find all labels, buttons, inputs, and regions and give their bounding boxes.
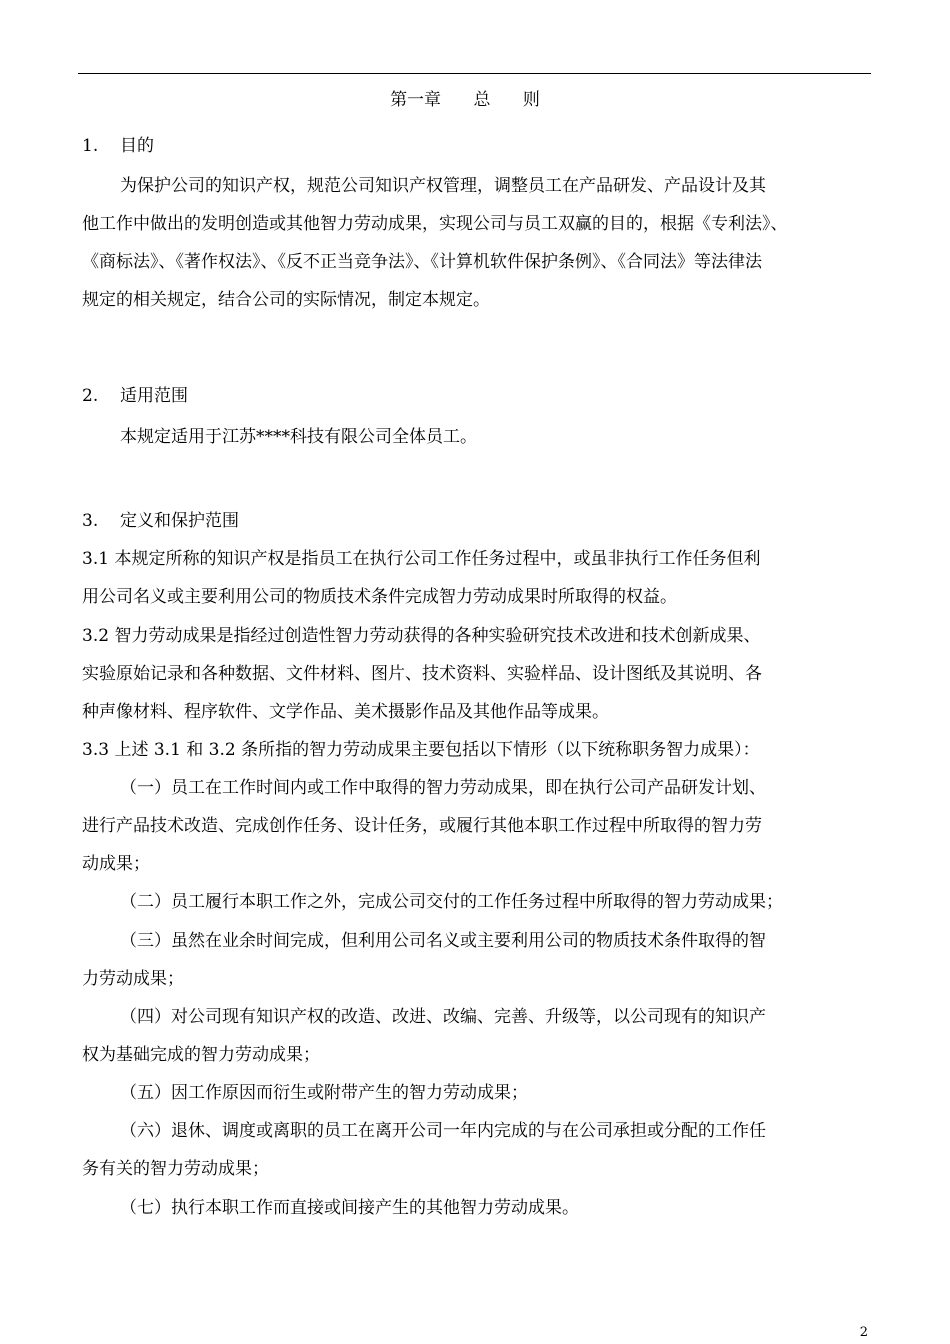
section-3-line: 动成果； xyxy=(82,854,150,874)
section-1-line: 规定的相关规定，结合公司的实际情况，制定本规定。 xyxy=(82,290,490,310)
section-3-line: 务有关的智力劳动成果； xyxy=(82,1159,269,1179)
section-3-heading xyxy=(82,509,239,533)
section-2-title: 适用范围 xyxy=(120,386,188,406)
section-3-line: （三）虽然在业余时间完成，但利用公司名义或主要利用公司的物质技术条件取得的智 xyxy=(120,931,766,951)
section-1-title: 目的 xyxy=(120,136,154,156)
section-1-line: 他工作中做出的发明创造或其他智力劳动成果，实现公司与员工双赢的目的，根据《专利法》、 xyxy=(82,214,788,234)
section-1-line: 《商标法》、《著作权法》、《反不正当竞争法》、《计算机软件保护条例》、《合同法》等法律法 xyxy=(82,252,762,272)
section-3-line: 3.2 智力劳动成果是指经过创造性智力劳动获得的各种实验研究技术改进和技术创新成果、 xyxy=(82,626,761,646)
section-1-heading xyxy=(82,134,154,158)
section-3-line: （五）因工作原因而衍生或附带产生的智力劳动成果； xyxy=(120,1083,528,1103)
section-3-line: 种声像材料、程序软件、文学作品、美术摄影作品及其他作品等成果。 xyxy=(82,702,609,722)
section-1-line: 为保护公司的知识产权，规范公司知识产权管理，调整员工在产品研发、产品设计及其 xyxy=(120,176,766,196)
section-3-line: 实验原始记录和各种数据、文件材料、图片、技术资料、实验样品、设计图纸及其说明、各 xyxy=(82,664,762,684)
section-1-number: 1. xyxy=(82,136,99,156)
section-3-line: （七）执行本职工作而直接或间接产生的其他智力劳动成果。 xyxy=(120,1198,579,1218)
section-3-line: （四）对公司现有知识产权的改造、改进、改编、完善、升级等，以公司现有的知识产 xyxy=(120,1007,766,1027)
section-2-number: 2. xyxy=(82,386,99,406)
section-3-line: （二）员工履行本职工作之外，完成公司交付的工作任务过程中所取得的智力劳动成果； xyxy=(120,892,783,912)
section-3-line: （一）员工在工作时间内或工作中取得的智力劳动成果，即在执行公司产品研发计划、 xyxy=(120,778,766,798)
header-rule xyxy=(78,73,871,74)
section-3-line: （六）退休、调度或离职的员工在离开公司一年内完成的与在公司承担或分配的工作任 xyxy=(120,1121,766,1141)
chapter-title: 第一章 总 则 xyxy=(390,90,540,110)
section-3-line: 进行产品技术改造、完成创作任务、设计任务，或履行其他本职工作过程中所取得的智力劳 xyxy=(82,816,762,836)
section-3-line: 用公司名义或主要利用公司的物质技术条件完成智力劳动成果时所取得的权益。 xyxy=(82,587,677,607)
section-3-line: 3.3 上述 3.1 和 3.2 条所指的智力劳动成果主要包括以下情形（以下统称职务智力成果）： xyxy=(82,740,760,760)
section-3-title: 定义和保护范围 xyxy=(120,511,239,531)
section-3-number: 3. xyxy=(82,511,99,531)
section-3-line: 3.1 本规定所称的知识产权是指员工在执行公司工作任务过程中，或虽非执行工作任务但利 xyxy=(82,549,761,569)
section-2-line: 本规定适用于江苏****科技有限公司全体员工。 xyxy=(120,427,477,447)
section-3-line: 权为基础完成的智力劳动成果； xyxy=(82,1045,320,1065)
section-2-heading xyxy=(82,384,188,408)
section-3-line: 力劳动成果； xyxy=(82,969,184,989)
page-number: 2 xyxy=(859,1325,868,1340)
